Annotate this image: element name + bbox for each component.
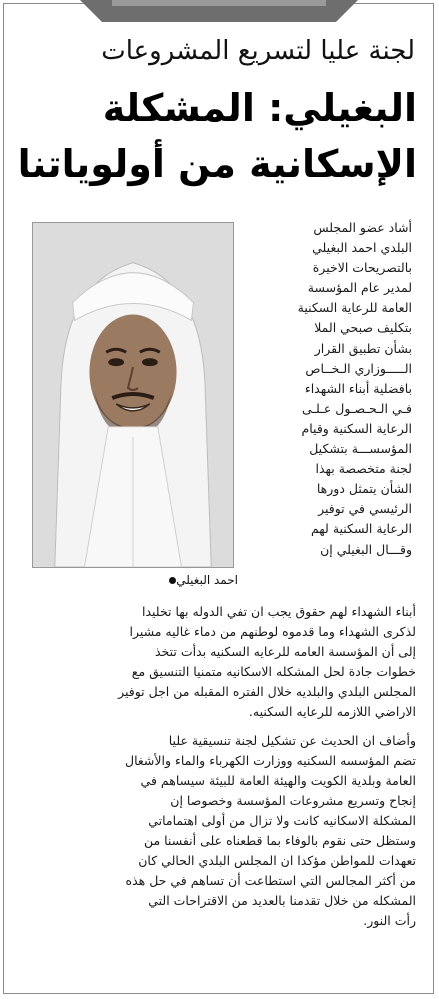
text-line: فـي الـحـصـول عـلـى: [301, 400, 412, 416]
text-line: وأضاف ان الحديث عن تشكيل لجنة تنسيقية عليا: [168, 732, 416, 748]
text-line: أبناء الشهداء لهم حقوق يجب ان تفي الدوله بها تخليدا: [142, 604, 416, 619]
text-line: لمدير عام المؤسسة: [307, 280, 412, 296]
text-line: وقـــال البغيلي إن: [320, 541, 412, 557]
text-line: خطوات جادة لحل المشكله الاسكانيه متمنيا التنسيق مع: [131, 664, 416, 680]
article-headline: [17, 80, 417, 192]
text-line: تعهدات للمواطن مؤكدا ان المجلس البلدي الحالي كان: [138, 853, 416, 869]
top-tab-decoration: [80, 0, 358, 22]
text-line: لجنة متخصصة بهذا: [315, 461, 412, 477]
text-line: لذكرى الشهداء وما قدموه لوطنهم من دماء غاليه مشيرا: [129, 624, 416, 640]
paragraph-gap: [26, 723, 416, 731]
text-line: الشأن يتمثل دورها: [316, 481, 412, 497]
photo-caption: [120, 572, 238, 588]
article-intro-column: [240, 218, 412, 560]
text-line: إلى أن المؤسسة العامه للرعايه السكنيه بدأت تتخذ: [154, 644, 416, 660]
caption-text: احمد البغيلي: [176, 573, 238, 587]
text-line: الاراضي اللازمه للرعايه السكنيه.: [248, 704, 416, 720]
text-line: بافضلية أبناء الشهداء: [304, 380, 412, 396]
text-line: بتكليف صبحي الملا: [314, 320, 412, 336]
text-line: الـــــوزاري الـخــاص: [305, 360, 412, 376]
text-line: بالتصريحات الاخيرة: [312, 260, 412, 276]
text-line: رأت النور.: [363, 913, 416, 929]
portrait-illustration: [33, 223, 233, 567]
article-kicker: لجنة عليا لتسريع المشروعات: [101, 36, 415, 66]
text-line: إنجاح وتسريع مشروعات المؤسسة وخصوصا إن: [170, 792, 416, 808]
text-line: البلدي احمد البغيلي: [312, 240, 412, 256]
headline-line: الإسكانية من أولوياتنا: [17, 142, 417, 186]
text-line: العامة للرعاية السكنية: [297, 300, 412, 316]
text-line: العامة وبلدية الكويت والهيئة العامة للبيئة سيساهم في: [140, 772, 416, 788]
text-line: تضم المؤسسه السكنيه ووزارت الكهرباء والماء والأشغال: [124, 752, 416, 768]
text-line: أشاد عضو المجلس: [313, 220, 412, 235]
text-line: بشأن تطبيق القرار: [314, 340, 412, 356]
text-line: المجلس البلدي والبلديه خلال الفتره المقبله من اجل توفير: [118, 684, 416, 700]
portrait-photo: [32, 222, 234, 568]
article-body: [26, 602, 416, 932]
text-line: من أكثر المجالس التي استطاعت أن تساهم في حل هذه: [125, 873, 416, 889]
headline-line: البغيلي: المشكلة: [102, 86, 417, 130]
text-line: وستظل حتى نقوم بالوفاء بما قطعناه على أنفسنا من: [143, 833, 416, 849]
text-line: المؤسســـة بتشكيل: [309, 441, 412, 457]
text-line: الرعاية السكنية وقيام: [301, 420, 412, 436]
text-line: الرئيسي في توفير: [318, 501, 412, 517]
text-line: الرعاية السكنية لهم: [310, 521, 412, 537]
text-line: المشكله من خلال تقدمنا بالعديد من الاقتراحات التي: [148, 893, 416, 909]
text-line: المشكلة الاسكانيه كانت ولا تزال من أولى اهتماماتي: [148, 812, 416, 828]
